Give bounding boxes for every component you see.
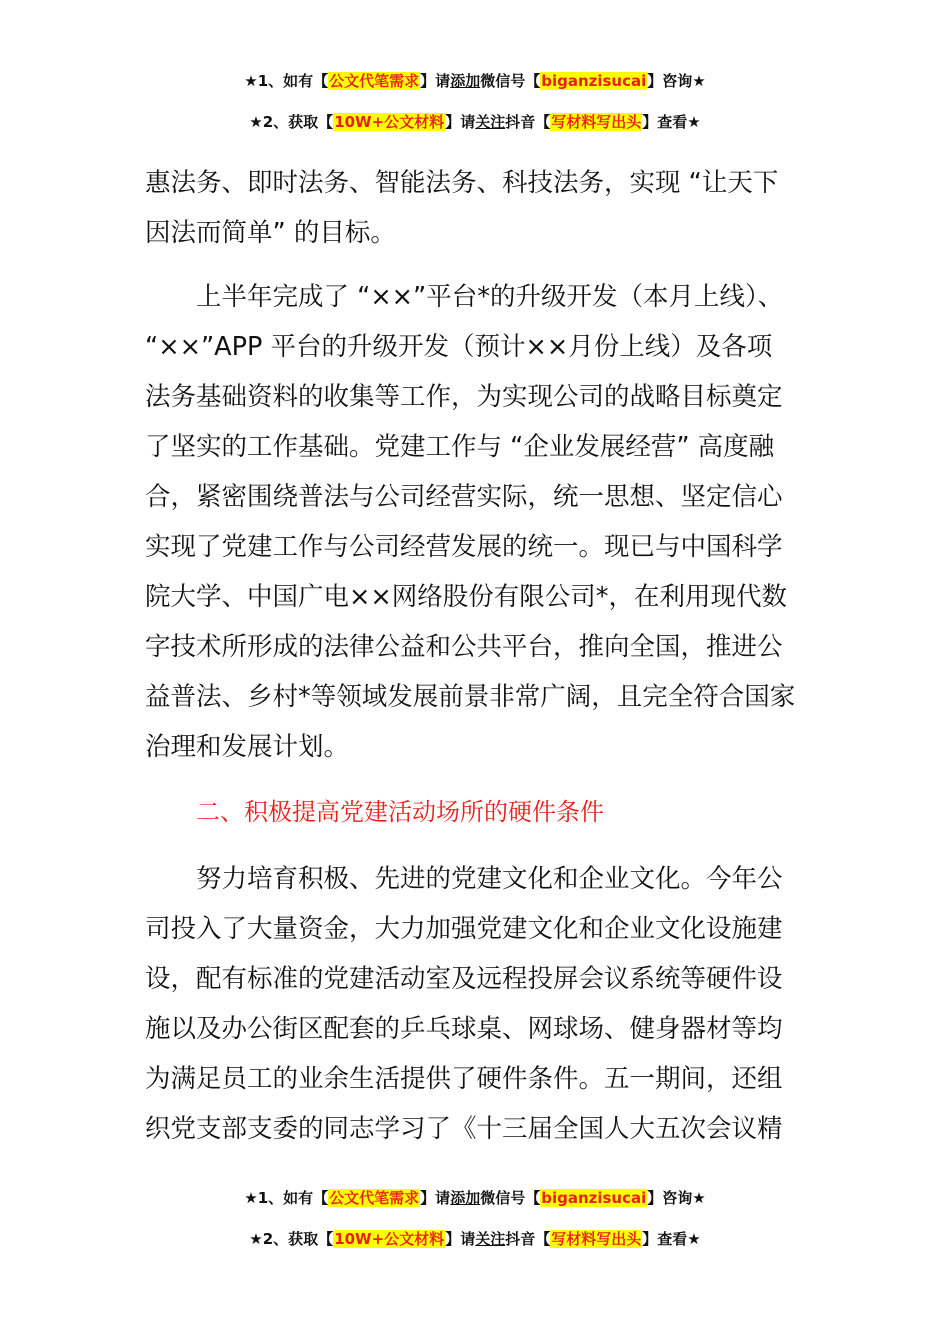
banner-text: 】请 xyxy=(420,1189,451,1207)
banner-underlined-text: 关注 xyxy=(475,1230,506,1248)
banner-highlight-materials: 10W+公文材料 xyxy=(334,113,445,131)
banner-highlight-service: 公文代笔需求 xyxy=(329,72,420,90)
banner-text: 微信号【 xyxy=(480,72,541,90)
banner-underlined-text: 添加 xyxy=(450,1189,481,1207)
text-line: 设，配有标准的党建活动室及远程投屏会议系统等硬件设 xyxy=(145,964,783,994)
text-line: 惠法务、即时法务、智能法务、科技法务，实现 “让天下 xyxy=(145,168,779,198)
text-line: 了坚实的工作基础。党建工作与 “企业发展经营” 高度融 xyxy=(145,432,775,462)
banner-prefix: ★1、如有【 xyxy=(244,72,329,90)
text-line: 字技术所形成的法律公益和公共平台，推向全国，推进公 xyxy=(145,632,783,662)
banner-highlight-wechat-id: biganzisucai xyxy=(541,72,647,90)
text-line: 司投入了大量资金，大力加强党建文化和企业文化设施建 xyxy=(145,914,783,944)
banner-text: 】请 xyxy=(420,72,451,90)
text-line: 因法而简单” 的目标。 xyxy=(145,218,396,248)
banner-underlined-text: 添加 xyxy=(450,72,481,90)
text-line: 合，紧密围绕普法与公司经营实际，统一思想、坚定信心 xyxy=(145,482,783,512)
text-line: 施以及办公街区配套的乒乓球桌、网球场、健身器材等均 xyxy=(145,1014,783,1044)
text-line: 上半年完成了 “××”平台*的升级开发（本月上线）、 xyxy=(145,282,784,312)
text-line: 努力培育积极、先进的党建文化和企业文化。今年公 xyxy=(145,864,783,894)
top-banner-line-1 xyxy=(0,70,950,92)
banner-underlined-text: 关注 xyxy=(475,113,506,131)
banner-highlight-service: 公文代笔需求 xyxy=(329,1189,420,1207)
banner-highlight-douyin-id: 写材料写出头 xyxy=(551,113,642,131)
section-heading: 二、积极提高党建活动场所的硬件条件 xyxy=(196,798,604,826)
text-line: 治理和发展计划。 xyxy=(145,732,350,762)
text-line: 为满足员工的业余生活提供了硬件条件。五一期间，还组 xyxy=(145,1064,783,1094)
banner-prefix: ★1、如有【 xyxy=(244,1189,329,1207)
banner-text: 抖音【 xyxy=(505,113,551,131)
paragraph-platform-development xyxy=(145,272,807,772)
paragraph-hardware-conditions xyxy=(145,854,807,1154)
text-line: 实现了党建工作与公司经营发展的统一。现已与中国科学 xyxy=(145,532,783,562)
banner-highlight-wechat-id: biganzisucai xyxy=(541,1189,647,1207)
banner-prefix: ★2、获取【 xyxy=(249,113,334,131)
top-banner-line-2 xyxy=(0,111,950,133)
text-line: 法务基础资料的收集等工作，为实现公司的战略目标奠定 xyxy=(145,382,783,412)
text-line: 益普法、乡村*等领域发展前景非常广阔，且完全符合国家 xyxy=(145,682,796,712)
banner-highlight-materials: 10W+公文材料 xyxy=(334,1230,445,1248)
banner-text: 抖音【 xyxy=(505,1230,551,1248)
text-line: 院大学、中国广电××网络股份有限公司*，在利用现代数 xyxy=(145,582,787,612)
banner-suffix: 】咨询★ xyxy=(647,1189,706,1207)
banner-text: 】请 xyxy=(445,113,476,131)
bottom-banner-line-1 xyxy=(0,1187,950,1209)
bottom-banner-line-2 xyxy=(0,1228,950,1250)
banner-text: 微信号【 xyxy=(480,1189,541,1207)
banner-prefix: ★2、获取【 xyxy=(249,1230,334,1248)
paragraph-continuation xyxy=(145,158,807,258)
text-line: “××”APP 平台的升级开发（预计××月份上线）及各项 xyxy=(145,332,773,362)
banner-text: 】请 xyxy=(445,1230,476,1248)
banner-highlight-douyin-id: 写材料写出头 xyxy=(551,1230,642,1248)
banner-suffix: 】查看★ xyxy=(642,1230,701,1248)
text-line: 织党支部支委的同志学习了《十三届全国人大五次会议精 xyxy=(145,1114,783,1144)
banner-suffix: 】咨询★ xyxy=(647,72,706,90)
banner-suffix: 】查看★ xyxy=(642,113,701,131)
